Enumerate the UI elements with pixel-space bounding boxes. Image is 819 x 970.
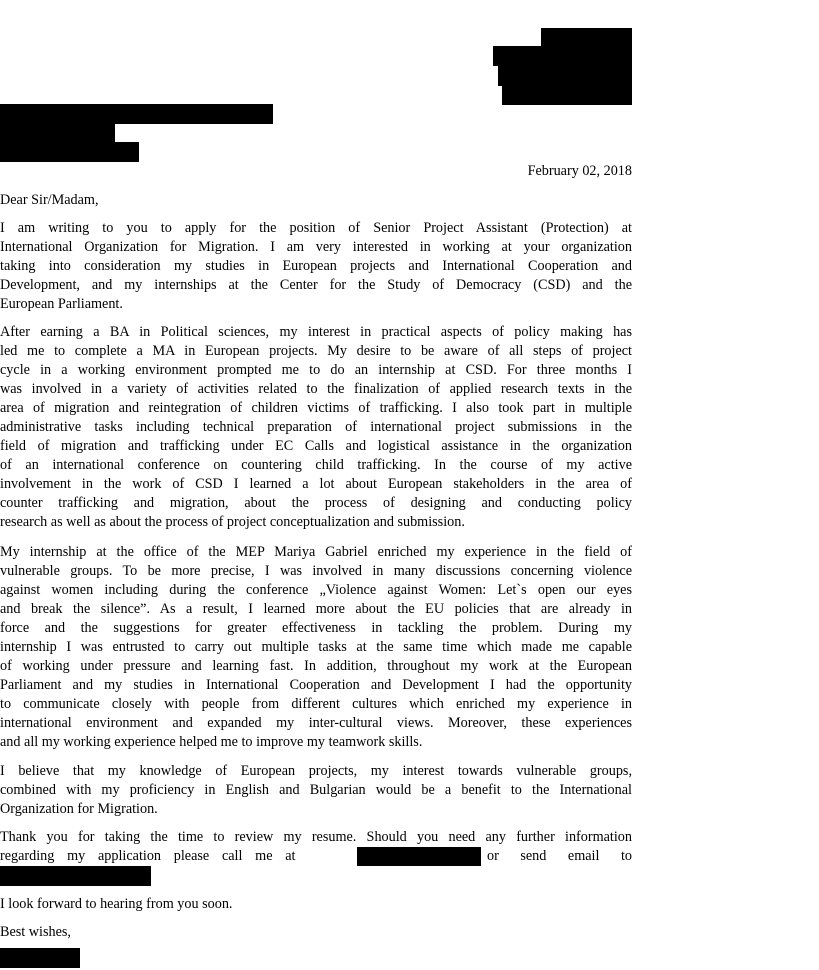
- paragraph-line: Organization for Migration.: [0, 801, 158, 817]
- paragraph-line: I believe that my knowledge of European projects, my interest towards vulnerable groups,: [0, 763, 632, 779]
- redacted-sender-address-line-2: [493, 46, 632, 66]
- redacted-sender-address-line-3: [498, 64, 632, 86]
- paragraph-line: internship I was entrusted to carry out multiple tasks at the same time which made me capable: [0, 639, 632, 655]
- paragraph-line: My internship at the office of the MEP Mariya Gabriel enriched my experience in the field of: [0, 544, 632, 560]
- closing-line: I look forward to hearing from you soon.: [0, 896, 233, 912]
- letter-date: February 02, 2018: [527, 163, 632, 179]
- paragraph-line: Development, and my internships at the Center for the Study of Democracy (CSD) and the: [0, 277, 632, 293]
- paragraph-line: combined with my proficiency in English and Bulgarian would be a benefit to the International: [0, 782, 632, 798]
- paragraph-line: After earning a BA in Political sciences, my interest in practical aspects of policy making has: [0, 324, 632, 340]
- paragraph-line: vulnerable groups. To be more precise, I was involved in many discussions concerning violence: [0, 563, 632, 579]
- paragraph-line: of working under pressure and learning fast. In addition, throughout my work at the European: [0, 658, 632, 674]
- paragraph-line: of an international conference on countering child trafficking. In the course of my active: [0, 457, 632, 473]
- paragraph-line: to communicate closely with people from different cultures which enriched my experience in: [0, 696, 632, 712]
- redacted-email-address: [0, 866, 151, 886]
- paragraph-line: area of migration and reintegration of children victims of trafficking. I also took part in multiple: [0, 400, 632, 416]
- redacted-phone-number: [357, 847, 481, 866]
- paragraph-line: and all my working experience helped me to improve my teamwork skills.: [0, 734, 423, 750]
- paragraph-line: force and the suggestions for greater effectiveness in tackling the problem. During my: [0, 620, 632, 636]
- redacted-recipient-line-3: [0, 142, 139, 162]
- paragraph-line: international environment and expanded my inter-cultural views. Moreover, these experiences: [0, 715, 632, 731]
- paragraph-line: taking into consideration my studies in European projects and International Cooperation and: [0, 258, 632, 274]
- contact-text-phone: regarding my application please call me at: [0, 848, 296, 864]
- paragraph-line: I am writing to you to apply for the position of Senior Project Assistant (Protection) at: [0, 220, 632, 236]
- redacted-signature-name: [0, 948, 80, 968]
- redacted-sender-address-line-1: [541, 28, 632, 48]
- paragraph-line: field of migration and trafficking under EC Calls and logistical assistance in the organization: [0, 438, 632, 454]
- redacted-sender-address-line-4: [502, 84, 632, 105]
- sign-off-text: Best wishes,: [0, 924, 71, 940]
- paragraph-line: administrative tasks including technical preparation of international project submissions in the: [0, 419, 632, 435]
- paragraph-line: was involved in a variety of activities related to the finalization of applied research texts in the: [0, 381, 632, 397]
- paragraph-line: Thank you for taking the time to review my resume. Should you need any further information: [0, 829, 632, 845]
- redacted-recipient-line-1: [0, 104, 273, 124]
- paragraph-line: and break the silence”. As a result, I learned more about the EU policies that are already in: [0, 601, 632, 617]
- salutation-text: Dear Sir/Madam,: [0, 192, 99, 208]
- paragraph-line: against women including during the conference „Violence against Women: Let`s open our eyes: [0, 582, 632, 598]
- paragraph-line: led me to complete a MA in European projects. My desire to be aware of all steps of project: [0, 343, 632, 359]
- paragraph-line: European Parliament.: [0, 296, 123, 312]
- paragraph-line: research as well as about the process of project conceptualization and submission.: [0, 514, 465, 530]
- paragraph-line: counter trafficking and migration, about the process of designing and conducting policy: [0, 495, 632, 511]
- paragraph-line: International Organization for Migration. I am very interested in working at your organization: [0, 239, 632, 255]
- paragraph-line: cycle in a working environment prompted me to do an internship at CSD. For three months I: [0, 362, 632, 378]
- paragraph-line: Parliament and my studies in International Cooperation and Development I had the opportunity: [0, 677, 632, 693]
- contact-text-email: or send email to: [486, 848, 632, 864]
- paragraph-line: involvement in the work of CSD I learned a lot about European stakeholders in the area of: [0, 476, 632, 492]
- paragraph-line: [0, 847, 632, 866]
